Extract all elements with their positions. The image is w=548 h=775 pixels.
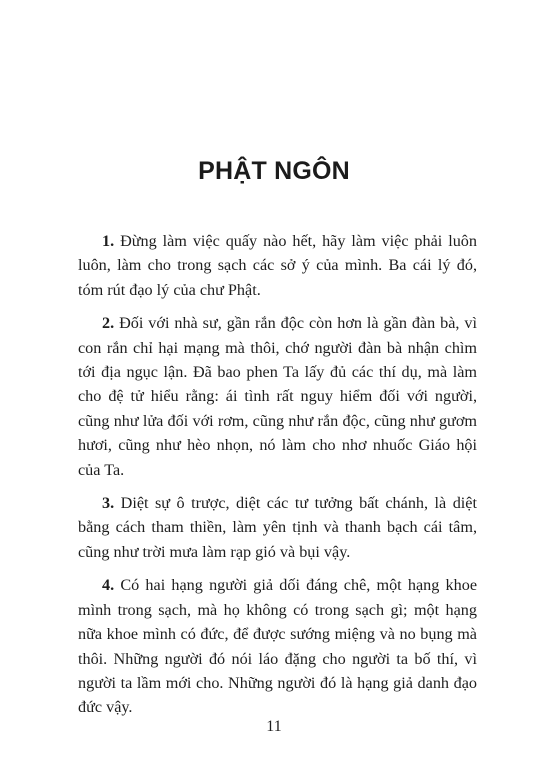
paragraph-text: Diệt sự ô trược, diệt các tư tưởng bất chánh, là diệt bằng cách tham thiền, làm yên tịnh và thanh bạch cái tâm, cũng như trời mưa làm rạp gió và bụi vậy. bbox=[78, 494, 477, 561]
paragraph-number: 1. bbox=[102, 232, 115, 250]
page-number: 11 bbox=[266, 718, 282, 735]
paragraph-1 bbox=[78, 229, 477, 302]
paragraph-number: 4. bbox=[102, 576, 115, 595]
paragraph-4 bbox=[78, 573, 477, 719]
paragraph-number: 3. bbox=[102, 494, 115, 513]
body-text bbox=[78, 229, 477, 729]
paragraph-text: Có hai hạng người giả dối đáng chê, một hạng khoe mình trong sạch, mà họ không có trong sạch gì; một hạng nữa khoe mình có đức, để được sướng miệng và no bụng mà thôi. Những người đó nói láo đặng cho người ta bố thí, vì người ta lầm mới cho. Những người đó là hạng giả danh đạo đức vậy. bbox=[78, 576, 478, 717]
paragraph-number: 2. bbox=[102, 314, 115, 333]
paragraph-2 bbox=[78, 311, 477, 482]
paragraph-text: Đừng làm việc quấy nào hết, hãy làm việc phải luôn luôn, làm cho trong sạch các sở ý của mình. Ba cái lý đó, tóm rút đạo lý của chư Phật. bbox=[78, 232, 477, 299]
page-title: PHẬT NGÔN bbox=[198, 157, 350, 185]
paragraph-3 bbox=[78, 491, 477, 564]
paragraph-text: Đối với nhà sư, gần rắn độc còn hơn là gần đàn bà, vì con rắn chỉ hại mạng mà thôi, chớ người đàn bà nhận chìm tới địa ngục lận. Đã bao phen Ta lấy đủ các thí dụ, mà làm cho đệ tử hiểu rằng: ái tình rất nguy hiểm đối với người, cũng như lửa đối với rơm, cũng như rắn độc, cũng như gươm hươi, cũng như hèo nhọn, nó làm cho nhơ nhuốc Giáo hội của Ta. bbox=[78, 314, 477, 479]
